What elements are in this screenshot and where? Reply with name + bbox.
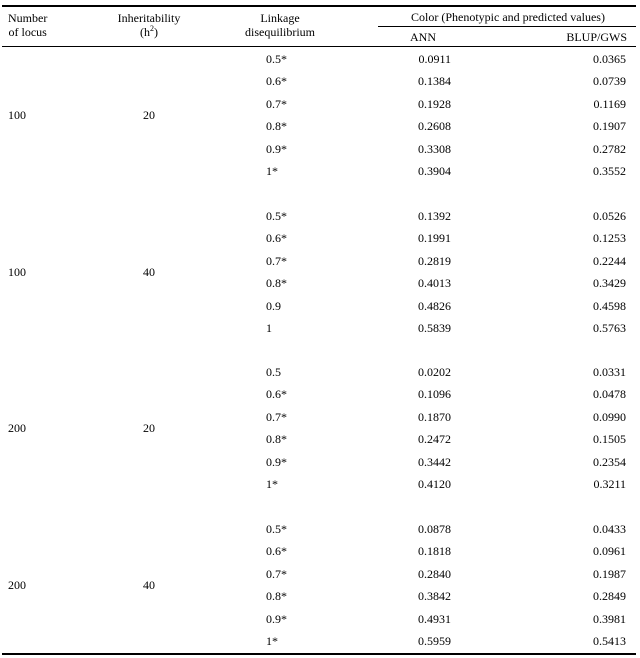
ld-value: 0.6* [266, 544, 287, 559]
header-linkage-line2: disequilibrium [245, 25, 315, 39]
ann-value: 0.2819 [418, 253, 451, 268]
table-top-rule [2, 5, 636, 7]
ann-value: 0.3904 [418, 164, 451, 178]
blup-value: 0.1505 [593, 432, 626, 447]
blup-value: 0.3429 [593, 276, 626, 291]
blup-value: 0.0526 [593, 209, 626, 223]
ld-value: 0.5* [266, 209, 287, 223]
ann-value: 0.4013 [418, 276, 451, 291]
ld-value: 0.6* [266, 231, 287, 246]
ann-value: 0.1392 [418, 209, 451, 223]
blup-value: 0.5763 [593, 321, 626, 335]
ld-value: 0.9 [266, 298, 281, 313]
group-locus: 200 [8, 578, 26, 592]
ann-value: 0.1096 [418, 387, 451, 402]
ann-value: 0.5839 [418, 321, 451, 335]
header-linkage [236, 11, 324, 39]
blup-value: 0.3981 [593, 611, 626, 626]
ann-value: 0.2608 [418, 119, 451, 134]
ld-value: 0.7* [266, 96, 287, 111]
ld-value: 0.7* [266, 566, 287, 581]
ann-value: 0.2840 [418, 566, 451, 581]
ld-value: 0.6* [266, 387, 287, 402]
ann-value: 0.1928 [418, 96, 451, 111]
ld-value: 0.9* [266, 141, 287, 156]
ann-value: 0.0878 [418, 522, 451, 536]
ld-value: 0.5* [266, 52, 287, 66]
group-h2: 20 [143, 421, 155, 435]
ld-value: 0.7* [266, 253, 287, 268]
ld-value: 0.5* [266, 522, 287, 536]
blup-value: 0.2244 [593, 253, 626, 268]
group-locus: 100 [8, 108, 26, 122]
ld-value: 1 [266, 321, 272, 335]
ld-value: 1* [266, 634, 278, 648]
blup-value: 0.3211 [593, 477, 626, 491]
blup-value: 0.3552 [593, 164, 626, 178]
blup-value: 0.0990 [593, 409, 626, 424]
blup-value: 0.1907 [593, 119, 626, 134]
blup-value: 0.2354 [593, 454, 626, 469]
group-h2: 40 [143, 265, 155, 279]
blup-value: 0.0739 [593, 74, 626, 89]
header-number-of-locus [8, 11, 47, 39]
color-group-underline [378, 26, 636, 27]
ld-value: 0.8* [266, 119, 287, 134]
blup-value: 0.0365 [593, 52, 626, 66]
ld-value: 0.6* [266, 74, 287, 89]
ann-value: 0.3308 [418, 141, 451, 156]
header-inheritability-line2: $(h^2)$ [140, 24, 158, 39]
group-h2: 40 [143, 578, 155, 592]
blup-value: 0.0331 [593, 365, 626, 379]
ann-value: 0.0202 [418, 365, 451, 379]
ann-value: 0.4931 [418, 611, 451, 626]
blup-value: 0.1169 [593, 96, 626, 111]
group-locus: 100 [8, 265, 26, 279]
ld-value: 0.7* [266, 409, 287, 424]
ann-value: 0.3842 [418, 589, 451, 604]
header-blup: BLUP/GWS [566, 30, 627, 44]
group-locus: 200 [8, 421, 26, 435]
ann-value: 0.1818 [418, 544, 451, 559]
ld-value: 0.8* [266, 432, 287, 447]
ann-value: 0.1991 [418, 231, 451, 246]
header-inheritability [113, 11, 185, 39]
ann-value: 0.1384 [418, 74, 451, 89]
ld-value: 0.8* [266, 276, 287, 291]
ld-value: 0.8* [266, 589, 287, 604]
ann-value: 0.2472 [418, 432, 451, 447]
blup-value: 0.2782 [593, 141, 626, 156]
blup-value: 0.0478 [593, 387, 626, 402]
ann-value: 0.0911 [418, 52, 451, 66]
ld-value: 0.9* [266, 611, 287, 626]
ann-value: 0.3442 [418, 454, 451, 469]
ld-value: 0.5 [266, 365, 281, 379]
header-number-line2: of locus [8, 25, 47, 39]
header-inheritability-line1: Inheritability [117, 11, 181, 25]
blup-value: 0.2849 [593, 589, 626, 604]
ld-value: 1* [266, 164, 278, 178]
blup-value: 0.4598 [593, 298, 626, 313]
ann-value: 0.5959 [418, 634, 451, 648]
ld-value: 0.9* [266, 454, 287, 469]
blup-value: 0.1253 [593, 231, 626, 246]
header-number-line1: Number [8, 11, 48, 25]
header-color-group: Color (Phenotypic and predicted values) [411, 10, 605, 24]
group-h2: 20 [143, 108, 155, 122]
header-linkage-line1: Linkage [260, 11, 300, 25]
ann-value: 0.1870 [418, 409, 451, 424]
ann-value: 0.4826 [418, 298, 451, 313]
header-bottom-rule [2, 46, 636, 47]
blup-value: 0.0961 [593, 544, 626, 559]
ann-value: 0.4120 [418, 477, 451, 491]
table-bottom-rule [2, 653, 636, 655]
blup-value: 0.0433 [593, 522, 626, 536]
blup-value: 0.1987 [593, 566, 626, 581]
ld-value: 1* [266, 477, 278, 491]
header-ann: ANN [410, 30, 436, 44]
blup-value: 0.5413 [593, 634, 626, 648]
